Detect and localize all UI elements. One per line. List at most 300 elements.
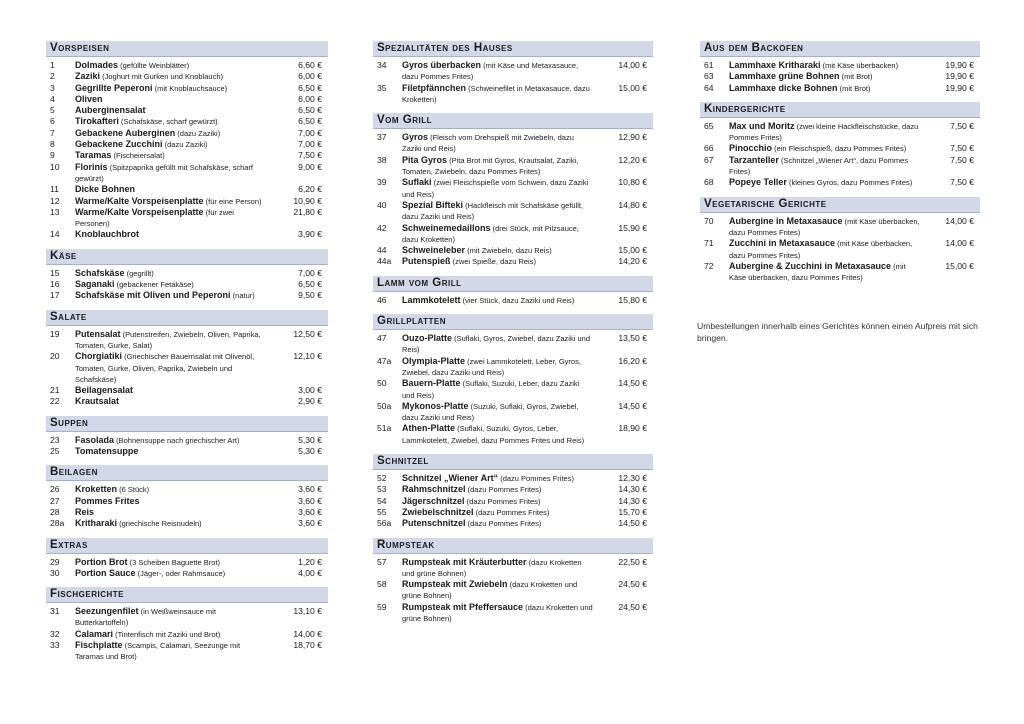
item-description: (Suzuki, Suflaki, Gyros, Zwiebel, dazu Zaziki und Reis)	[402, 401, 579, 423]
item-number: 28a	[50, 518, 65, 529]
item-description: (Hackfleisch mit Schafskäse gefüllt, dazu Zaziki und Reis)	[402, 200, 584, 222]
menu-item	[700, 261, 980, 284]
item-text	[402, 177, 599, 200]
section-spezialitaten-des-hauses	[373, 41, 653, 105]
item-description: (für eine Person)	[203, 196, 262, 206]
item-name: Lammkotelett	[402, 294, 461, 305]
item-description: (gefüllte Weinblätter)	[118, 61, 190, 70]
item-number: 63	[704, 71, 714, 82]
item-price: 12,50 €	[293, 328, 322, 339]
item-price: 7,50 €	[950, 154, 974, 165]
item-name: Schweinemedaillons	[402, 222, 491, 233]
item-description: (dazu Kroketten und grüne Bohnen)	[402, 580, 578, 601]
menu-item	[373, 579, 653, 602]
item-number: 11	[50, 184, 59, 195]
item-text	[402, 83, 599, 106]
item-description: (kleines Gyros, dazu Pommes Frites)	[786, 178, 913, 188]
item-text	[75, 435, 274, 446]
section-kindergerichte	[700, 102, 980, 189]
item-description: (Joghurt mit Gurken und Knoblauch)	[100, 72, 223, 82]
section-grillplatten	[373, 314, 653, 446]
item-price: 6,20 €	[298, 184, 322, 195]
section-title: Lamm vom Grill	[373, 276, 653, 292]
section-title: Vorspeisen	[46, 41, 328, 57]
item-text	[402, 496, 599, 507]
item-price: 16,20 €	[618, 355, 647, 366]
item-price: 6,50 €	[298, 116, 322, 127]
item-number: 65	[704, 120, 714, 131]
item-text	[402, 401, 599, 424]
item-price: 6,50 €	[298, 82, 322, 93]
item-text	[75, 229, 274, 240]
item-name: Gyros überbacken	[402, 60, 482, 70]
item-text	[402, 256, 599, 267]
section-title: Aus dem Backofen	[700, 41, 980, 57]
item-number: 61	[704, 60, 714, 70]
item-description: (vier Stück, dazu Zaziki und Reis)	[460, 295, 575, 305]
menu-item	[46, 128, 328, 139]
item-price: 14,20 €	[618, 256, 647, 267]
item-number: 9	[50, 150, 55, 161]
item-text	[729, 177, 926, 188]
menu-item	[46, 162, 328, 185]
item-number: 46	[377, 294, 387, 305]
item-description: (zwei Fleischspieße vom Schwein, dazu Zaziki und Reis)	[402, 178, 589, 199]
section-beilagen	[46, 465, 328, 529]
item-number: 8	[50, 139, 55, 150]
item-text	[75, 629, 274, 640]
item-name: Calamari	[75, 628, 114, 639]
item-number: 47	[377, 333, 387, 344]
item-text	[75, 268, 274, 279]
menu-item	[46, 629, 328, 640]
item-description: (dazu Pommes Frites)	[464, 496, 541, 506]
item-number: 7	[50, 127, 55, 138]
item-number: 23	[50, 434, 60, 445]
item-name: Filetpfännchen	[402, 82, 467, 93]
item-text	[402, 602, 599, 625]
menu-item	[46, 60, 328, 71]
item-number: 56a	[377, 518, 392, 529]
item-number: 25	[50, 446, 60, 457]
item-price: 7,50 €	[950, 177, 974, 188]
item-description: (dazu Zaziki)	[162, 140, 208, 150]
item-number: 6	[50, 116, 55, 127]
item-text	[75, 446, 274, 457]
item-price: 3,60 €	[298, 506, 322, 517]
item-name: Beilagensalat	[75, 385, 134, 396]
item-price: 18,70 €	[293, 639, 322, 650]
menu-item	[373, 60, 653, 83]
item-description: (drei Stück, mit Pilzsauce, dazu Kroketten)	[402, 223, 579, 244]
item-price: 4,00 €	[298, 567, 322, 578]
item-description: (dazu Pommes Frites)	[498, 474, 574, 484]
menu-item	[700, 177, 980, 188]
section-title: Käse	[46, 249, 328, 265]
item-name: Zaziki	[75, 71, 101, 82]
menu-item	[46, 396, 328, 407]
item-text	[729, 121, 926, 144]
item-number: 14	[50, 229, 60, 240]
item-name: Schafskäse	[75, 267, 125, 278]
item-name: Max und Moritz	[729, 120, 795, 131]
section-suppen	[46, 416, 328, 458]
item-description: (Schweinefilet in Metaxasauce, dazu Kroketten)	[402, 83, 590, 104]
menu-item	[46, 606, 328, 629]
item-text	[402, 518, 599, 529]
item-text	[75, 568, 274, 579]
item-number: 15	[50, 267, 60, 278]
menu-item	[46, 385, 328, 396]
item-text	[402, 132, 599, 155]
item-price: 14,00 €	[293, 628, 322, 639]
item-text	[75, 71, 274, 82]
item-price: 14,30 €	[618, 495, 647, 506]
item-name: Athen-Platte	[402, 423, 456, 434]
menu-item	[700, 238, 980, 261]
item-description: (Schnitzel „Wiener Art“, dazu Pommes Frites)	[729, 155, 909, 177]
section-salate	[46, 310, 328, 408]
item-number: 35	[377, 82, 387, 93]
item-number: 58	[377, 579, 387, 590]
menu-item	[46, 229, 328, 240]
menu-item	[46, 150, 328, 161]
item-text	[75, 351, 274, 385]
menu-column-left	[46, 41, 328, 663]
item-text	[402, 223, 599, 246]
item-description: (zwei Spieße, dazu Reis)	[450, 257, 536, 267]
item-description: (dazu Pommes Frites)	[473, 507, 550, 517]
menu-item	[46, 484, 328, 495]
item-price: 6,00 €	[298, 71, 322, 82]
item-description: (Suflaki, Suzuki, Gyros, Leber, Lammkotelett, Zwiebel, dazu Pommes Frites und Reis)	[402, 424, 585, 445]
item-name: Seezungenfilet	[75, 606, 139, 617]
item-price: 6,50 €	[298, 105, 322, 116]
section-title: Vegetarische Gerichte	[700, 197, 980, 213]
menu-item	[46, 435, 328, 446]
section-title: Beilagen	[46, 465, 328, 481]
item-number: 72	[704, 260, 714, 271]
item-price: 7,50 €	[950, 143, 974, 154]
item-description: (Scampis, Calamari, Seezunge mit Taramas und Brot)	[75, 640, 241, 662]
menu-item	[46, 105, 328, 116]
menu-item	[373, 378, 653, 401]
item-name: Schnitzel „Wiener Art“	[402, 473, 499, 484]
item-number: 54	[377, 495, 387, 506]
menu-item	[46, 83, 328, 94]
item-price: 12,20 €	[618, 154, 647, 165]
section-title: Salate	[46, 310, 328, 326]
item-text	[75, 105, 274, 116]
menu-item	[46, 507, 328, 518]
item-text	[402, 200, 599, 223]
item-name: Oliven	[75, 93, 103, 104]
menu-item	[46, 329, 328, 352]
item-price: 13,50 €	[618, 333, 647, 344]
item-text	[75, 290, 274, 301]
item-text	[402, 155, 599, 178]
item-price: 14,00 €	[618, 60, 647, 70]
item-number: 19	[50, 328, 60, 339]
item-name: Putenschnitzel	[402, 518, 466, 529]
item-name: Chorgiatiki	[75, 351, 123, 362]
menu-item	[373, 256, 653, 267]
item-name: Putenspieß	[402, 256, 451, 267]
section-vorspeisen	[46, 41, 328, 241]
item-name: Popeye Teller	[729, 177, 787, 188]
menu-item	[700, 155, 980, 178]
menu-item	[373, 401, 653, 424]
item-number: 47a	[377, 355, 392, 366]
item-text	[75, 640, 274, 663]
section-extras	[46, 538, 328, 580]
item-number: 2	[50, 71, 55, 82]
item-text	[75, 518, 274, 529]
item-text	[75, 496, 274, 507]
item-name: Lammhaxe dicke Bohnen	[729, 82, 838, 93]
menu-item	[373, 83, 653, 106]
menu-column-middle	[373, 41, 653, 624]
item-number: 67	[704, 154, 714, 165]
item-price: 7,00 €	[298, 267, 322, 278]
item-price: 14,50 €	[618, 400, 647, 411]
menu-item	[46, 139, 328, 150]
item-name: Florinis	[75, 161, 108, 172]
item-description: (6 Stück)	[117, 485, 150, 495]
item-description: (mit Brot)	[839, 72, 873, 82]
item-text	[729, 238, 926, 261]
section-kase	[46, 249, 328, 302]
menu-item	[46, 94, 328, 105]
item-name: Tirokafteri	[75, 116, 119, 127]
item-price: 15,70 €	[618, 506, 647, 517]
item-price: 3,60 €	[298, 518, 322, 529]
item-number: 1	[50, 60, 55, 70]
item-price: 6,60 €	[298, 60, 322, 70]
item-number: 50a	[377, 400, 392, 411]
item-description: (für zwei Personen)	[75, 207, 234, 229]
item-text	[75, 606, 274, 629]
item-name: Schweineleber	[402, 245, 466, 256]
menu-item	[373, 245, 653, 256]
price-change-note: Umbestellungen innerhalb eines Gerichtes können einen Aufpreis mit sich bringen.	[697, 321, 978, 343]
item-price: 15,00 €	[618, 82, 647, 93]
menu-item	[46, 640, 328, 663]
item-number: 70	[704, 215, 714, 226]
item-text	[75, 507, 274, 518]
item-name: Reis	[75, 506, 95, 517]
item-text	[75, 162, 274, 185]
item-price: 14,80 €	[618, 199, 647, 210]
item-price: 14,00 €	[945, 215, 974, 226]
item-text	[75, 484, 274, 495]
section-title: Spezialitäten des Hauses	[373, 41, 653, 57]
menu-item	[373, 356, 653, 379]
item-description: (Bohnensuppe nach griechischer Art)	[114, 435, 240, 445]
item-description: (mit Knoblauchsauce)	[152, 83, 228, 93]
item-text	[729, 261, 926, 284]
item-description: (Pita Brot mit Gyros, Krautsalat, Zaziki, Tomaten, Zwiebeln, dazu Pommes Frites)	[402, 155, 579, 177]
menu-item	[46, 518, 328, 529]
section-rumpsteak	[373, 538, 653, 625]
item-number: 68	[704, 177, 714, 188]
item-name: Tarzanteller	[729, 154, 779, 165]
item-price: 7,00 €	[298, 139, 322, 150]
item-description: (mit Brot)	[837, 83, 871, 93]
item-name: Portion Brot	[75, 556, 128, 567]
item-number: 40	[377, 199, 387, 210]
item-number: 30	[50, 567, 60, 578]
item-description: (Tintenfisch mit Zaziki und Brot)	[113, 629, 221, 639]
item-name: Rumpsteak mit Kräuterbutter	[402, 556, 527, 567]
item-price: 12,10 €	[293, 351, 322, 362]
item-price: 9,50 €	[298, 290, 322, 301]
item-price: 7,50 €	[298, 150, 322, 161]
item-description: (griechische Reisnudeln)	[117, 519, 202, 529]
section-title: Rumpsteak	[373, 538, 653, 554]
item-name: Lammhaxe grüne Bohnen	[729, 71, 840, 82]
item-number: 3	[50, 82, 55, 93]
item-name: Dicke Bohnen	[75, 184, 136, 195]
section-title: Vom Grill	[373, 113, 653, 129]
item-number: 64	[704, 82, 714, 93]
item-number: 33	[50, 639, 60, 650]
item-number: 52	[377, 473, 387, 484]
item-text	[75, 139, 274, 150]
menu-item	[373, 200, 653, 223]
item-description: (dazu Pommes Frites)	[465, 519, 542, 529]
item-text	[75, 116, 274, 127]
item-description: (zwei Lammkotelett, Leber, Gyros, Zwiebel, dazu Zaziki und Reis)	[402, 356, 581, 377]
item-description: (3 Scheiben Baguette Brot)	[127, 557, 221, 567]
item-text	[402, 60, 599, 83]
item-number: 37	[377, 132, 387, 143]
item-name: Spezial Bifteki	[402, 199, 464, 210]
item-text	[402, 378, 599, 401]
item-name: Taramas	[75, 150, 112, 161]
menu-item	[373, 333, 653, 356]
item-description: (ein Fleischspieß, dazu Pommes Frites)	[772, 144, 907, 154]
item-text	[402, 295, 599, 306]
item-name: Aubergine & Zucchini in Metaxasauce	[729, 260, 892, 271]
item-text	[75, 83, 274, 94]
item-price: 21,80 €	[293, 206, 322, 217]
item-number: 38	[377, 154, 387, 165]
item-name: Bauern-Platte	[402, 378, 461, 389]
item-price: 15,00 €	[618, 245, 647, 256]
item-name: Rumpsteak mit Pfeffersauce	[402, 601, 524, 612]
item-name: Zwiebelschnitzel	[402, 506, 474, 517]
item-number: 29	[50, 556, 60, 567]
item-price: 5,30 €	[298, 434, 322, 445]
item-name: Kritharaki	[75, 518, 118, 529]
item-text	[75, 557, 274, 568]
item-text	[729, 216, 926, 239]
menu-item	[46, 116, 328, 127]
item-name: Knoblauchbrot	[75, 229, 139, 240]
item-text	[75, 94, 274, 105]
item-price: 3,60 €	[298, 484, 322, 495]
item-price: 10,80 €	[618, 177, 647, 188]
menu-item	[373, 507, 653, 518]
item-number: 16	[50, 279, 60, 290]
menu-item	[373, 557, 653, 580]
item-price: 3,60 €	[298, 495, 322, 506]
item-number: 32	[50, 628, 60, 639]
item-number: 20	[50, 351, 60, 362]
item-price: 9,00 €	[298, 161, 322, 172]
item-description: (Fleisch vom Drehspieß mit Zwiebeln, dazu Zaziki und Reis)	[402, 133, 574, 154]
item-description: (mit Zwiebeln, dazu Reis)	[465, 246, 552, 256]
item-description: (Putenstreifen, Zwiebeln, Oliven, Paprika, Tomaten, Gurke, Salat)	[75, 329, 261, 350]
item-text	[729, 155, 926, 178]
item-number: 42	[377, 222, 387, 233]
item-name: Pinocchio	[729, 143, 773, 154]
item-text	[402, 333, 599, 356]
menu-item	[373, 496, 653, 507]
item-name: Aubergine in Metaxasauce	[729, 215, 843, 226]
item-price: 7,00 €	[298, 127, 322, 138]
item-price: 6,00 €	[298, 93, 322, 104]
item-price: 3,00 €	[298, 385, 322, 396]
item-number: 27	[50, 495, 60, 506]
menu-item	[46, 71, 328, 82]
item-text	[402, 423, 599, 446]
item-price: 10,90 €	[293, 195, 322, 206]
item-number: 10	[50, 161, 60, 172]
item-name: Jägerschnitzel	[402, 495, 465, 506]
item-number: 22	[50, 396, 60, 407]
item-number: 57	[377, 556, 387, 567]
item-price: 12,90 €	[618, 132, 647, 143]
item-number: 21	[50, 385, 60, 396]
item-name: Suflaki	[402, 177, 432, 188]
item-price: 3,90 €	[298, 229, 322, 240]
item-number: 5	[50, 105, 55, 116]
item-number: 17	[50, 290, 60, 301]
item-description: (Griechischer Bauernsalat mit Olivenöl, Tomaten, Gurke, Oliven, Paprika, Zwiebeln und Schafskäse)	[75, 352, 255, 384]
item-name: Gebackene Auberginen	[75, 127, 176, 138]
item-name: Putensalat	[75, 328, 121, 339]
item-price: 14,00 €	[945, 238, 974, 249]
section-lamm-vom-grill	[373, 276, 653, 306]
item-name: Pommes Frites	[75, 495, 140, 506]
item-number: 34	[377, 60, 387, 70]
menu-column-right	[700, 41, 980, 283]
item-description: (Suflaki, Suzuki, Leber, dazu Zaziki und Reis)	[402, 379, 580, 400]
item-description: (Fischeiersalat)	[111, 151, 165, 161]
item-price: 19,90 €	[945, 71, 974, 82]
item-name: Fasolada	[75, 434, 115, 445]
item-name: Auberginensalat	[75, 105, 146, 116]
item-name: Kroketten	[75, 484, 118, 495]
item-price: 14,50 €	[618, 518, 647, 529]
item-name: Zucchini in Metaxasauce	[729, 238, 836, 249]
item-name: Portion Sauce	[75, 567, 136, 578]
item-text	[402, 507, 599, 518]
item-name: Schafskäse mit Oliven und Peperoni	[75, 290, 231, 301]
item-price: 7,50 €	[950, 120, 974, 131]
item-name: Gegrillte Peperoni	[75, 82, 153, 93]
item-price: 15,00 €	[945, 260, 974, 271]
item-name: Lammhaxe Kritharaki	[729, 60, 821, 70]
item-name: Olympia-Platte	[402, 355, 466, 366]
item-name: Mykonos-Platte	[402, 400, 469, 411]
item-number: 28	[50, 506, 60, 517]
item-description: (Jäger-, oder Rahmsauce)	[135, 568, 226, 578]
item-description: (mit Käse und Metaxasauce, dazu Pommes Frites)	[402, 61, 579, 82]
item-number: 13	[50, 206, 60, 217]
